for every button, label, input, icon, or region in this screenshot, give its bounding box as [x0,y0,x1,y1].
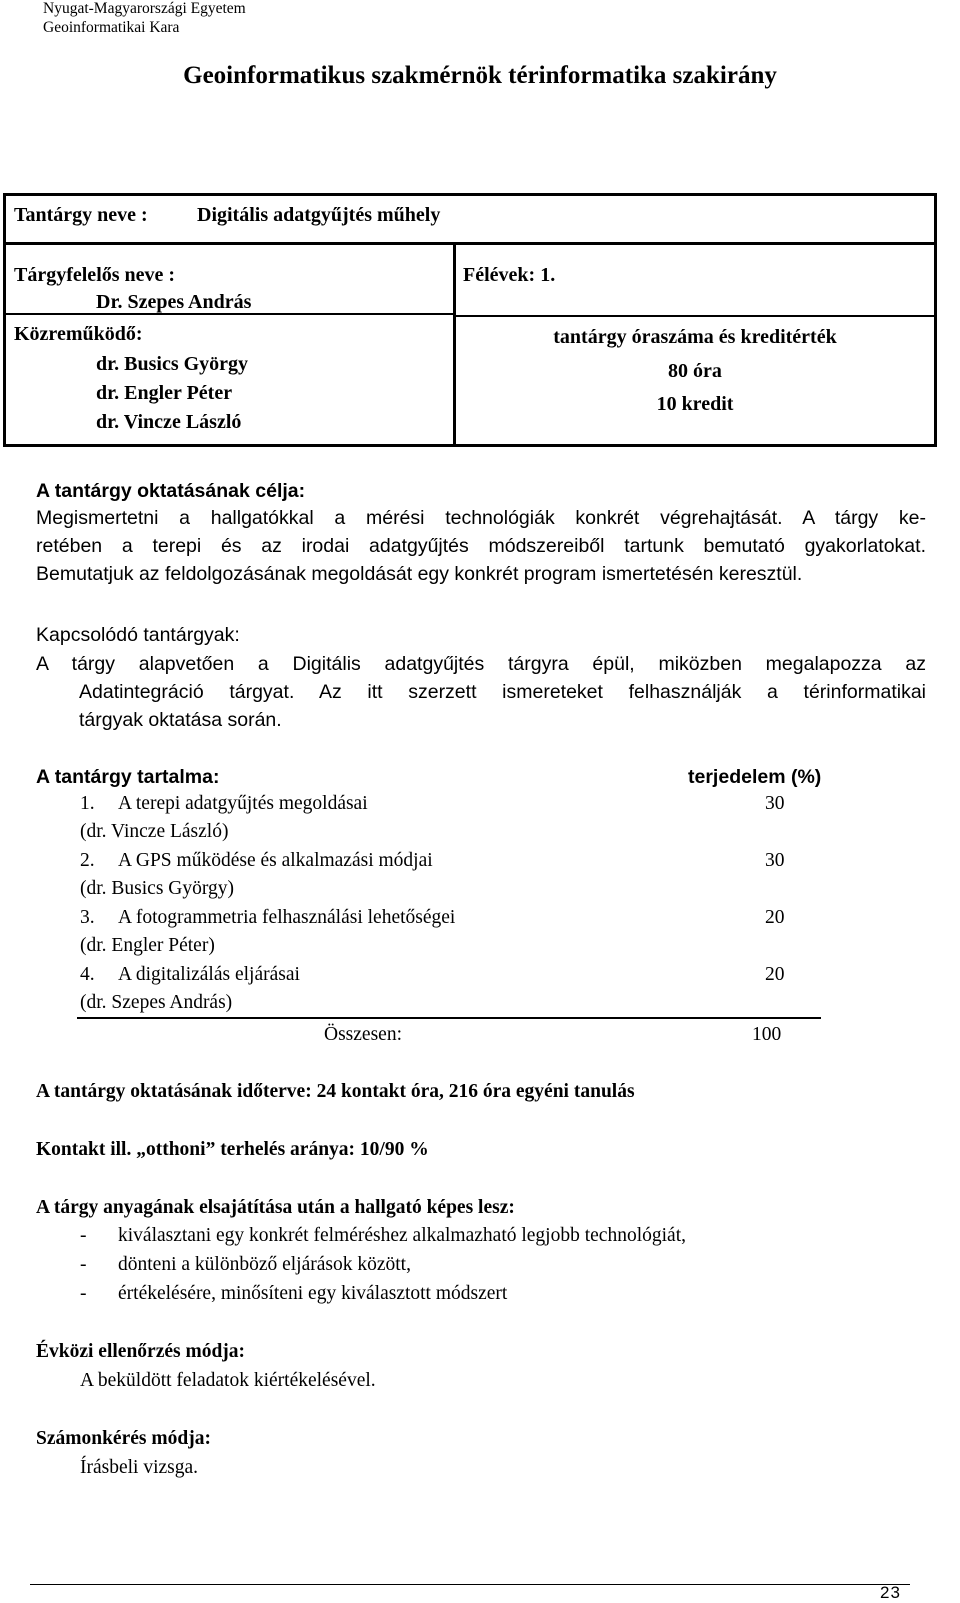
goal-line-3: Bemutatjuk az feldolgozásának megoldását egy konkrét program ismertetésén keresztül. [36,563,803,585]
faculty-name: Geoinformatikai Kara [43,19,180,36]
page-title: Geoinformatikus szakmérnök térinformatika szakirány [183,62,777,89]
outcome-2: dönteni a különböző eljárások között, [118,1254,411,1275]
content-heading: A tantárgy tartalma: [36,766,220,788]
related-heading: Kapcsolódó tantárgyak: [36,624,240,646]
goal-heading: A tantárgy oktatásának célja: [36,480,306,502]
outcome-bullet-1: - [80,1225,87,1246]
content-item-3-title: A fotogrammetria felhasználási lehetőségei [118,907,456,928]
contributor-3: dr. Vincze László [96,411,242,433]
content-item-3-lecturer: (dr. Engler Péter) [80,935,215,956]
content-item-1-percent: 30 [765,793,785,814]
related-line-1: A tárgy alapvetően a Digitális adatgyűjtés tárgyra épül, miközben megalapozza az [36,653,926,675]
extent-heading: terjedelem (%) [688,766,822,788]
content-item-4-percent: 20 [765,964,785,985]
contributor-2: dr. Engler Péter [96,382,233,404]
goal-line-2: retében a terepi és az irodai adatgyűjtés módszereiből tartunk bemutató gyakorlatokat. [36,535,926,557]
midterm-text: A beküldött feladatok kiértékelésével. [80,1370,376,1391]
outcome-3: értékelésére, minősíteni egy kiválasztott módszert [118,1283,508,1304]
outcome-1: kiválasztani egy konkrét felméréshez alkalmazható legjobb technológiát, [118,1225,686,1246]
content-item-2-lecturer: (dr. Busics György) [80,878,235,899]
related-line-2: Adatintegráció tárgyat. Az itt szerzett ismereteket felhasználják a térinformatikai [79,681,926,703]
content-item-1-lecturer: (dr. Vincze László) [80,821,229,842]
content-item-2-title: A GPS működése és alkalmazási módjai [118,850,433,871]
total-value: 100 [752,1024,782,1045]
total-rule [77,1017,821,1019]
related-line-3: tárgyak oktatása során. [79,709,282,731]
outcome-bullet-3: - [80,1283,87,1304]
footer-rule [30,1584,910,1585]
hours-value: 80 óra [668,360,722,382]
content-item-2-percent: 30 [765,850,785,871]
schedule: A tantárgy oktatásának időterve: 24 kontakt óra, 216 óra egyéni tanulás [36,1081,635,1102]
content-item-1-title: A terepi adatgyűjtés megoldásai [118,793,368,814]
outcomes-heading: A tárgy anyagának elsajátítása után a hallgató képes lesz: [36,1197,515,1218]
content-item-1-num: 1. [80,793,95,814]
box-divider-right [453,315,937,317]
course-name-label: Tantárgy neve : [14,204,148,226]
total-label: Összesen: [324,1024,402,1045]
credits-value: 10 kredit [656,393,734,415]
exam-heading: Számonkérés módja: [36,1428,211,1449]
content-item-3-num: 3. [80,907,95,928]
responsible-label: Tárgyfelelős neve : [14,264,176,286]
box-divider [3,242,937,245]
semesters: Félévek: 1. [463,264,556,286]
content-item-3-percent: 20 [765,907,785,928]
course-name-value: Digitális adatgyűjtés műhely [197,204,441,226]
content-item-4-title: A digitalizálás eljárásai [118,964,300,985]
content-item-4-num: 4. [80,964,95,985]
content-item-2-num: 2. [80,850,95,871]
responsible-value: Dr. Szepes András [96,291,252,313]
contributors-label: Közreműködő: [14,323,143,345]
content-item-4-lecturer: (dr. Szepes András) [80,992,233,1013]
outcome-bullet-2: - [80,1254,87,1275]
page-number: 23 [880,1583,901,1602]
contributor-1: dr. Busics György [96,353,249,375]
load-ratio: Kontakt ill. „otthoni” terhelés aránya: 10/90 % [36,1139,429,1160]
midterm-heading: Évközi ellenőrzés módja: [36,1341,246,1362]
goal-line-1: Megismertetni a hallgatókkal a mérési technológiák konkrét végrehajtását. A tárgy ke- [36,507,926,529]
hours-heading: tantárgy óraszáma és kreditérték [553,326,837,348]
university-name: Nyugat-Magyarországi Egyetem [43,0,246,17]
exam-text: Írásbeli vizsga. [80,1457,199,1478]
